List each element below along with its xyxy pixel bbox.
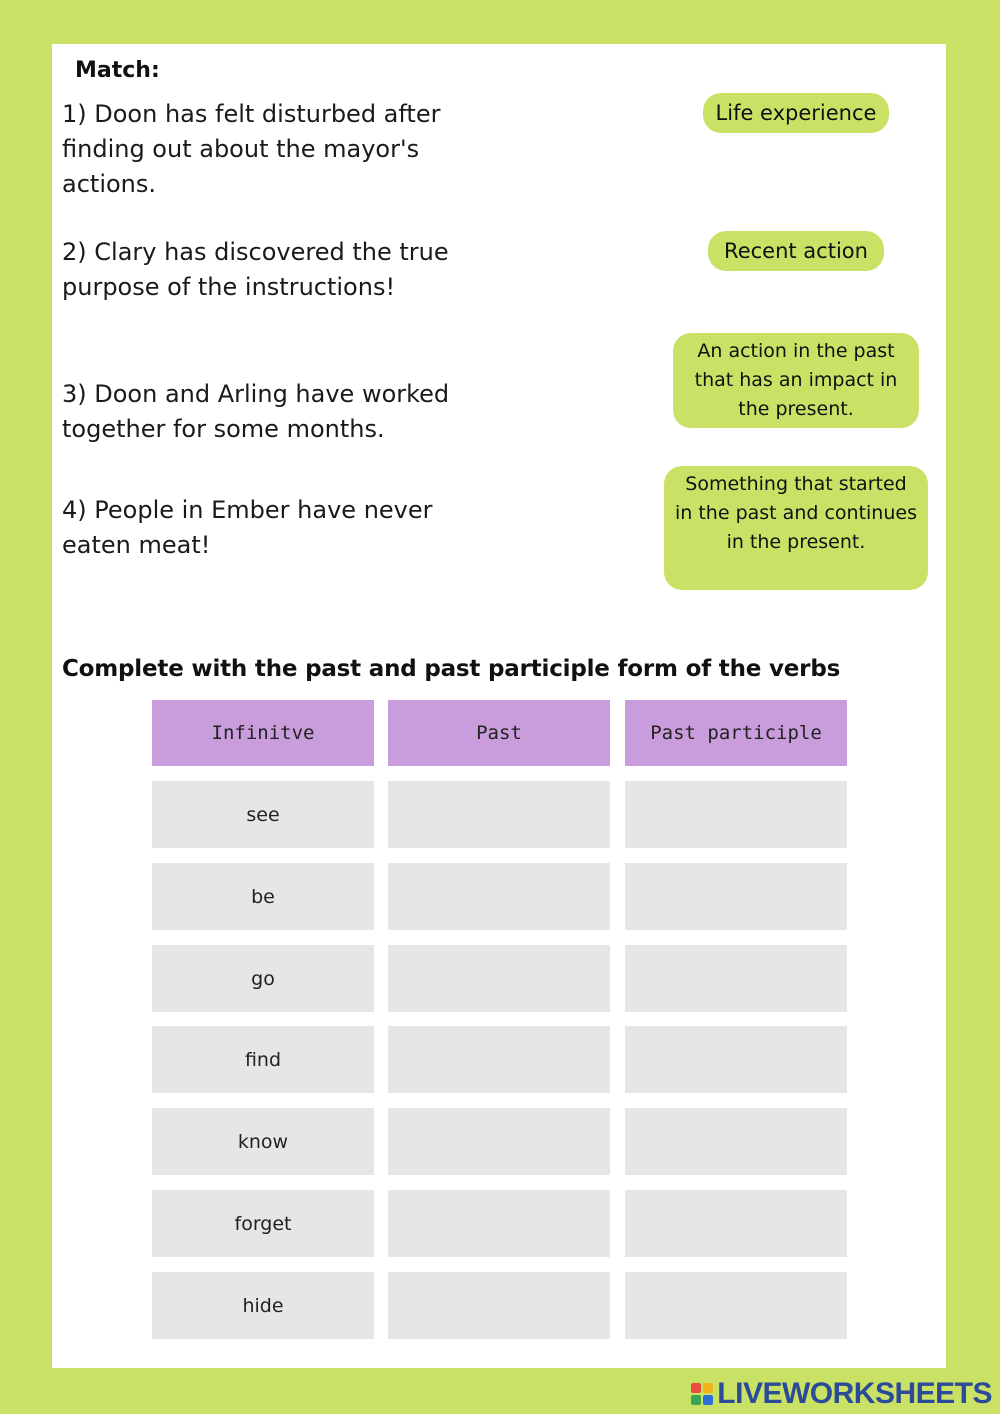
header-infinitive: Infinitve [152,700,374,766]
infinitive-cell: see [152,781,374,848]
past-participle-answer-input[interactable] [625,1190,847,1257]
infinitive-cell: hide [152,1272,374,1339]
past-participle-answer-input[interactable] [625,1272,847,1339]
match-option-started-continues[interactable]: Something that started in the past and continues in the present. [664,466,928,590]
past-participle-answer-input[interactable] [625,781,847,848]
header-past-participle: Past participle [625,700,847,766]
brand-name: LIVEWORKSHEETS [717,1377,992,1410]
past-answer-input[interactable] [388,1026,610,1093]
past-answer-input[interactable] [388,1190,610,1257]
past-answer-input[interactable] [388,1272,610,1339]
past-answer-input[interactable] [388,1108,610,1175]
liveworksheets-logo-icon [691,1383,713,1405]
liveworksheets-brand[interactable] [691,1377,992,1411]
past-answer-input[interactable] [388,781,610,848]
infinitive-cell: forget [152,1190,374,1257]
match-sentence-4[interactable]: 4) People in Ember have never eaten meat! [62,496,433,559]
match-option-life-experience[interactable]: Life experience [703,93,889,133]
infinitive-cell: find [152,1026,374,1093]
match-sentence-3[interactable]: 3) Doon and Arling have worked together for some months. [62,380,450,443]
match-option-past-impact[interactable]: An action in the past that has an impact in the present. [673,333,919,428]
past-participle-answer-input[interactable] [625,1108,847,1175]
match-sentence-1[interactable]: 1) Doon has felt disturbed after finding out about the mayor's actions. [62,100,441,198]
infinitive-cell: be [152,863,374,930]
verbs-section-title: Complete with the past and past participle form of the verbs [62,656,841,682]
past-participle-answer-input[interactable] [625,945,847,1012]
past-answer-input[interactable] [388,863,610,930]
past-participle-answer-input[interactable] [625,863,847,930]
infinitive-cell: know [152,1108,374,1175]
infinitive-cell: go [152,945,374,1012]
header-past: Past [388,700,610,766]
past-participle-answer-input[interactable] [625,1026,847,1093]
match-sentence-2[interactable]: 2) Clary has discovered the true purpose of the instructions! [62,238,449,301]
match-option-recent-action[interactable]: Recent action [708,231,884,271]
match-title: Match: [75,58,160,83]
past-answer-input[interactable] [388,945,610,1012]
